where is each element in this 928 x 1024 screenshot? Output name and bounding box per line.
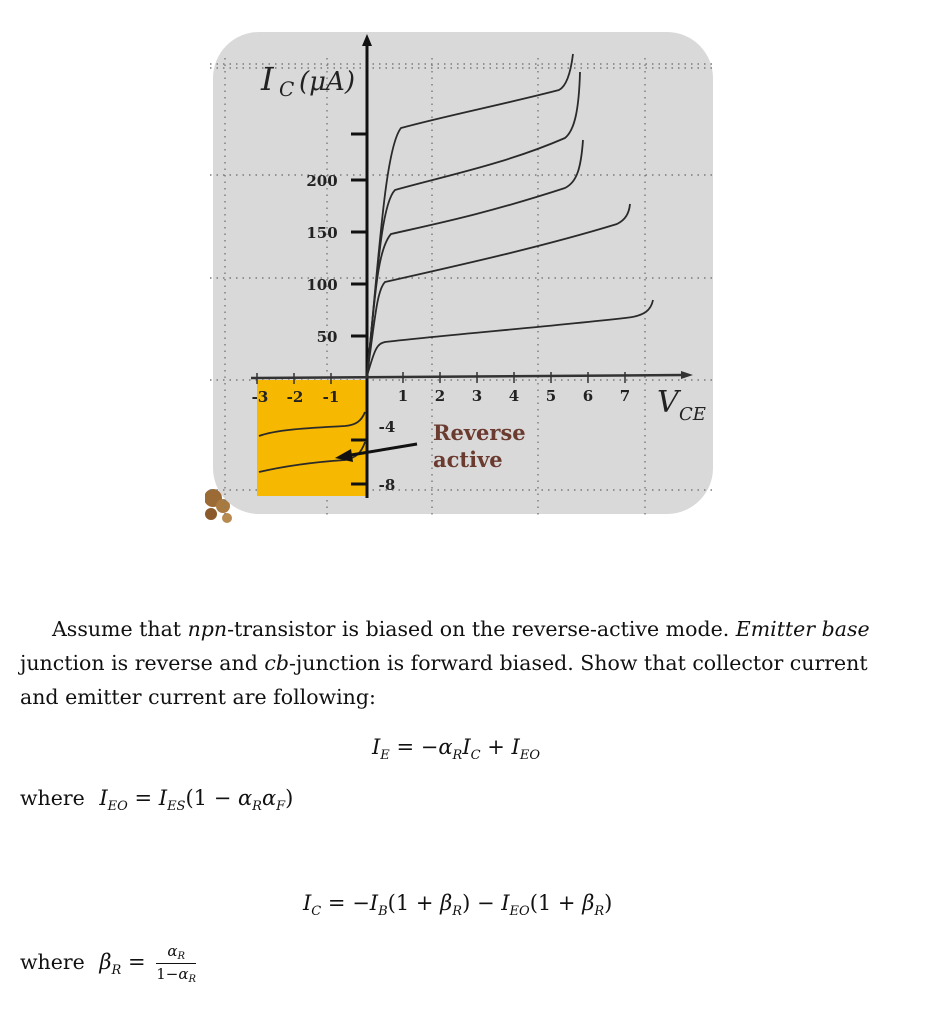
annotation-reverse: Reverse xyxy=(433,420,526,445)
x-tick-label: 3 xyxy=(471,387,483,405)
decor-bead xyxy=(222,513,232,523)
equation-collector-current: $I_C = -I_B(1 + \beta_R) - I_{EO}(1 + \beta_R)$ xyxy=(303,891,613,919)
y-axis-title: I xyxy=(261,60,274,98)
para-emitter-base: Emitter base xyxy=(735,617,870,641)
where-ieo-line xyxy=(20,786,293,814)
y-tick-label: 150 xyxy=(306,224,338,242)
reverse-active-region xyxy=(257,380,367,496)
where-label: where xyxy=(20,786,85,810)
equation-ieo: $I_{EO} = I_{ES}(1 - \alpha_R\alpha_F)$ xyxy=(99,786,294,814)
x-tick-label: 1 xyxy=(397,387,409,405)
characteristic-figure xyxy=(205,28,725,523)
para-text: -junction is forward biased. Show that collector current and emitter current are following: xyxy=(20,651,868,709)
x-axis-title: V xyxy=(657,385,679,420)
decor-bead xyxy=(205,508,217,520)
x-tick-label: -2 xyxy=(286,388,304,406)
para-npn: npn xyxy=(187,617,228,641)
equation-emitter-current: $I_E = -\alpha_RI_C + I_{EO}$ xyxy=(372,735,540,763)
x-tick-label: 2 xyxy=(434,387,446,405)
para-text: -transistor is biased on the reverse-active mode. xyxy=(227,617,736,641)
x-axis-title-sub: CE xyxy=(679,404,706,425)
problem-paragraph xyxy=(20,612,912,714)
y-tick-label: -4 xyxy=(378,418,396,436)
annotation-active: active xyxy=(433,447,503,472)
x-tick-label: -3 xyxy=(251,388,269,406)
para-text: junction is reverse and xyxy=(20,651,265,675)
y-tick-label: -8 xyxy=(378,476,396,494)
where-label: where xyxy=(20,950,85,974)
y-axis-unit: (μA) xyxy=(299,67,355,97)
para-text: Assume that xyxy=(52,617,188,641)
y-axis-title-sub: C xyxy=(279,77,295,101)
ic-vce-chart xyxy=(205,28,725,523)
para-cb: cb xyxy=(264,651,289,675)
x-tick-label: 7 xyxy=(619,387,631,405)
where-beta-line xyxy=(20,942,196,985)
x-tick-label: -1 xyxy=(322,388,340,406)
y-tick-label: 200 xyxy=(306,172,338,190)
y-tick-label: 50 xyxy=(316,328,338,346)
x-tick-label: 4 xyxy=(508,387,520,405)
equation-beta-r: $\beta_R$ = $\frac{\alpha_R}{1-\alpha_R}$ xyxy=(99,942,197,985)
x-tick-label: 6 xyxy=(582,387,594,405)
y-tick-label: 100 xyxy=(306,276,338,294)
x-tick-label: 5 xyxy=(545,387,557,405)
beta-fraction: $\frac{\alpha_R}{1-\alpha_R}$ xyxy=(156,942,197,985)
